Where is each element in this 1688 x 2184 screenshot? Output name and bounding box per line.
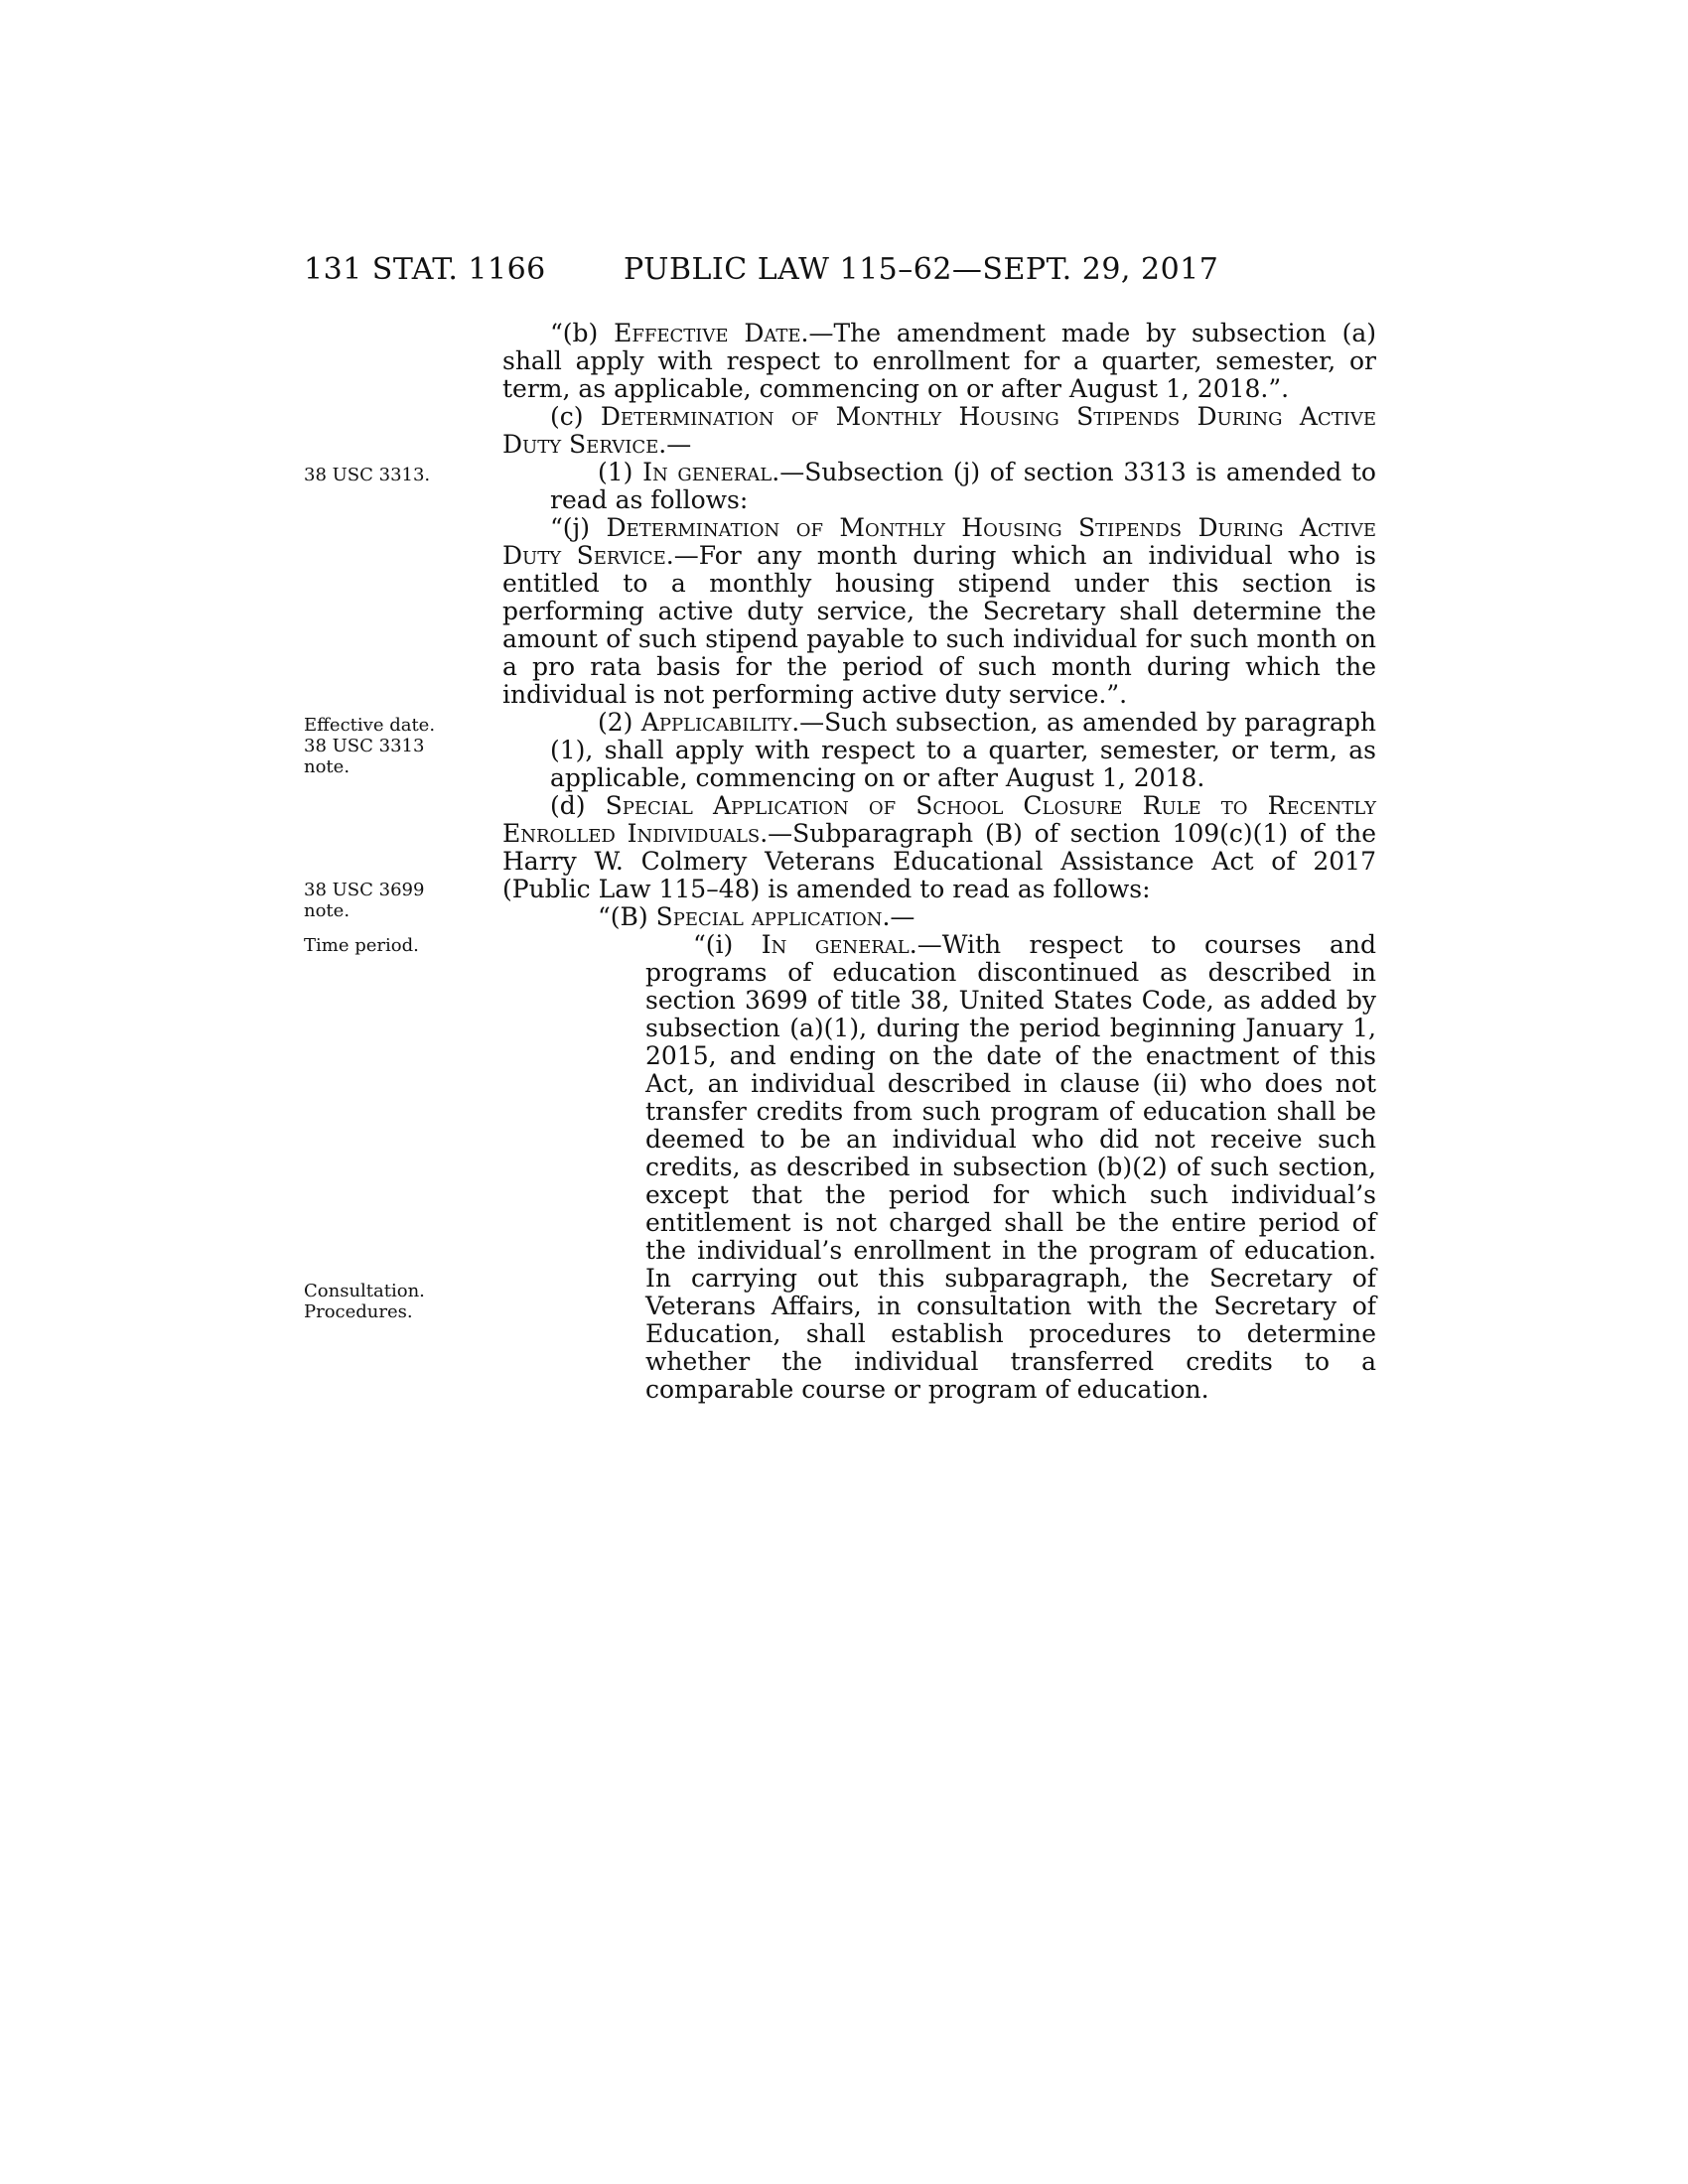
heading-effective-date: Effective Date	[614, 319, 801, 347]
subparagraph-B-heading: “(B) Special application.—	[598, 902, 915, 931]
margin-note-38-usc-3313: 38 USC 3313.	[304, 465, 431, 485]
heading-school-closure: Special Application of School Closure Rule to Recently Enrolled Individuals	[502, 791, 1376, 848]
paragraph-d-special-application: (d) Special Application of School Closure Rule to Recently Enrolled Individuals.—Subparagraph (B) of section 109(c)(1) of the Harry W. Colmery Veterans Educational Assistance Act of 2017 (Public Law 115–48) is amended to read as follows:	[502, 791, 1376, 903]
heading-determination: Determination of Monthly Housing Stipends During Active Duty Service	[502, 402, 1376, 459]
heading-in-general: In general	[642, 458, 773, 486]
statute-citation: 131 STAT. 1166	[304, 252, 546, 287]
paragraph-c-heading: (c) Determination of Monthly Housing Stipends During Active Duty Service.—	[502, 402, 1376, 459]
margin-note-time-period: Time period.	[304, 935, 419, 956]
heading-applicability: Applicability	[640, 708, 792, 737]
paragraph-b-effective-date: “(b) Effective Date.—The amendment made by subsection (a) shall apply with respect to enrollment for a quarter, semester, or term, as applicable, commencing on or after August 1, 2018.”.	[502, 319, 1376, 403]
page-header	[0, 250, 1688, 290]
heading-special-application: Special application	[655, 902, 883, 931]
margin-note-effective-date: Effective date. 38 USC 3313 note.	[304, 715, 436, 777]
heading-j-determination: Determination of Monthly Housing Stipends During Active Duty Service	[502, 513, 1376, 570]
margin-note-38-usc-3699: 38 USC 3699 note.	[304, 880, 425, 921]
paragraph-j-determination: “(j) Determination of Monthly Housing Stipends During Active Duty Service.—For any month during which an individual who is entitled to a monthly housing stipend under this section is performing active duty service, the Secretary shall determine the amount of such stipend payable to such individual for such month on a pro rata basis for the period of such month during which the individual is not performing active duty service.”.	[502, 513, 1376, 709]
public-law-title: PUBLIC LAW 115–62—SEPT. 29, 2017	[624, 252, 1219, 287]
document-body	[502, 320, 1376, 1404]
paragraph-2-applicability: (2) Applicability.—Such subsection, as amended by paragraph (1), shall apply with respect to a quarter, semester, or term, as applicable, commencing on or after August 1, 2018.	[550, 708, 1376, 792]
heading-clause-in-general: In general	[761, 930, 910, 959]
clause-i-in-general: “(i) In general.—With respect to courses and programs of education discontinued as described in section 3699 of title 38, United States Code, as added by subsection (a)(1), during the period beginning January 1, 2015, and ending on the date of the enactment of this Act, an individual described in clause (ii) who does not transfer credits from such program of education shall be deemed to be an individual who did not receive such credits, as described in subsection (b)(2) of such section, except that the period for which such individual’s entitlement is not charged shall be the entire period of the individual’s enrollment in the program of education. In carrying out this subparagraph, the Secretary of Veterans Affairs, in consultation with the Secretary of Education, shall establish procedures to determine whether the individual transferred credits to a comparable course or program of education.	[645, 930, 1376, 1404]
margin-note-consultation: Consultation. Procedures.	[304, 1281, 425, 1322]
paragraph-1-in-general: (1) In general.—Subsection (j) of section 3313 is amended to read as follows:	[550, 458, 1376, 514]
